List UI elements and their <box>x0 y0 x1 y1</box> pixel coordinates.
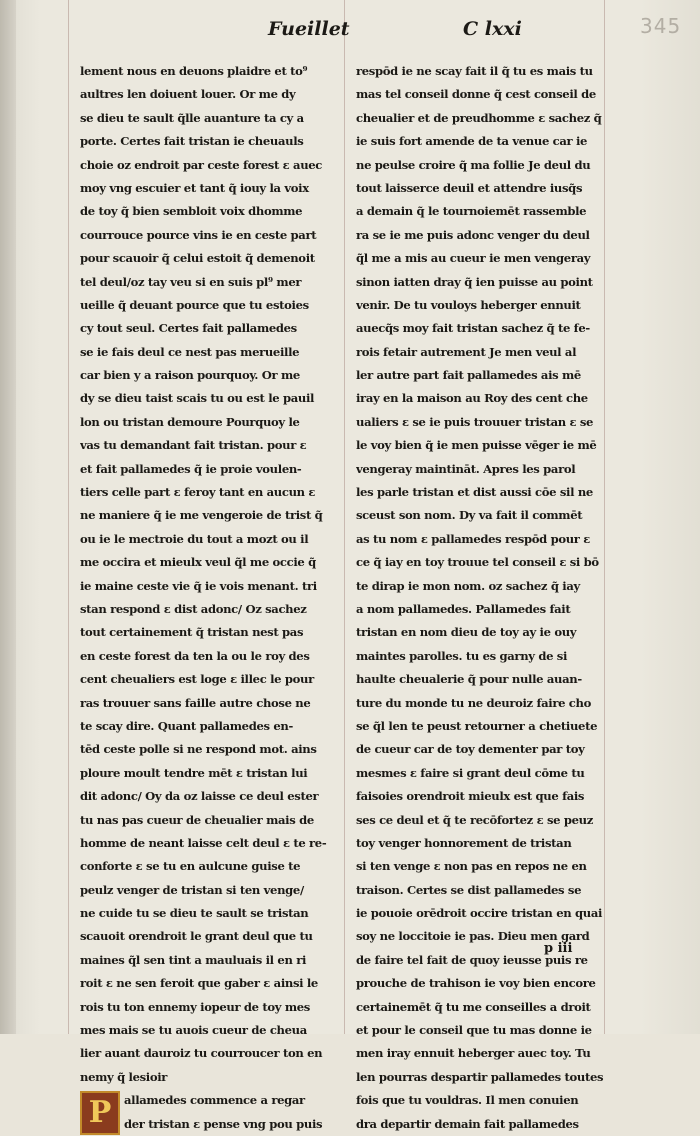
text-line: faisoies orendroit mieulx est que fais <box>356 789 585 804</box>
text-line: ualiers ɛ se ie puis trouuer tristan ɛ se <box>356 414 594 429</box>
pencil-folio-number: 345 <box>640 14 682 38</box>
text-line: les parle tristan et dist aussi cōe sil ne <box>356 485 593 500</box>
text-line: ueille q̃ deuant pource que tu estoies <box>80 297 309 312</box>
text-line: se dieu te sault q̃lle auanture ta cy a <box>80 110 304 125</box>
text-line: maines q̃l sen tint a mauluais il en ri <box>80 952 307 967</box>
illuminated-initial: P <box>80 1091 120 1135</box>
text-line: certainemēt q̃ tu me conseilles a droit <box>356 999 591 1014</box>
text-line: soy ne loccitoie ie pas. Dieu men gard <box>356 929 590 944</box>
text-line: ne cuide tu se dieu te sault se tristan <box>80 906 309 921</box>
text-line: venir. De tu vouloys heberger ennuit <box>356 297 581 312</box>
chapter-opening <box>80 1089 330 1136</box>
text-line: lement nous en deuons plaidre et to⁹ <box>80 64 308 78</box>
text-line: tout certainement q̃ tristan nest pas <box>80 625 304 640</box>
text-line: dy se dieu taist scais tu ou est le pauil <box>80 391 315 406</box>
text-line: mesmes ɛ faire si grant deul cōme tu <box>356 765 585 780</box>
text-line: vas tu demandant fait tristan. pour ɛ <box>80 438 307 453</box>
text-line: ie suis fort amende de ta venue car ie <box>356 134 588 149</box>
text-line: de toy q̃ bien sembloit voix dhomme <box>80 204 303 219</box>
text-line: haulte cheualerie q̃ pour nulle auan- <box>356 672 582 687</box>
margin-rule-left <box>68 0 69 1034</box>
text-line: et fait pallamedes q̃ ie proie voulen- <box>80 461 302 476</box>
text-line: ne peulse croire q̃ ma follie Je deul du <box>356 157 591 172</box>
text-line: ou ie le mectroie du tout a mozt ou il <box>80 531 309 546</box>
text-line: as tu nom ɛ pallamedes respōd pour ɛ <box>356 531 590 546</box>
text-line: maintes parolles. tu es garny de si <box>356 648 568 663</box>
text-column-left <box>80 60 330 1136</box>
text-line: respōd ie ne scay fait il q̃ tu es mais tu <box>356 64 593 78</box>
text-line: ie pouoie orēdroit occire tristan en quai <box>356 906 603 921</box>
text-line: vengeray maintināt. Apres les parol <box>356 461 576 476</box>
text-line: len pourras despartir pallamedes toutes <box>356 1069 604 1084</box>
text-line: tel deul/oz tay veu si en suis pl⁹ mer <box>80 274 302 289</box>
text-line: pour scauoir q̃ celui estoit q̃ demenoit <box>80 251 315 266</box>
text-line: lon ou tristan demoure Pourquoy le <box>80 414 300 429</box>
text-line: cy tout seul. Certes fait pallamedes <box>80 321 297 336</box>
text-line: tēd ceste polle si ne respond mot. ains <box>80 742 317 757</box>
text-line: se ie fais deul ce nest pas merueille <box>80 344 300 359</box>
text-line: lier auant dauroiz tu courroucer ton en <box>80 1046 323 1061</box>
text-line: ie maine ceste vie q̃ ie vois menant. tri <box>80 578 317 593</box>
text-line: me occira et mieulx veul q̃l me occie q̃ <box>80 555 316 570</box>
text-line: ras trouuer sans faille autre chose ne <box>80 695 311 710</box>
text-line: en ceste forest da ten la ou le roy des <box>80 648 310 663</box>
chapter-opening-lines <box>124 1089 330 1136</box>
folio-number: C lxxi <box>463 18 522 40</box>
text-line: roit ɛ ne sen feroit que gaber ɛ ainsi le <box>80 976 318 991</box>
text-line: iray en la maison au Roy des cent che <box>356 391 588 406</box>
text-line: courrouce pource vins ie en ceste part <box>80 227 317 242</box>
text-line: dra departir demain fait pallamedes <box>356 1116 579 1131</box>
margin-rule-center <box>344 0 345 1034</box>
text-line: rois fetair autrement Je men veul al <box>356 344 577 359</box>
text-line: dit adonc/ Oy da oz laisse ce deul ester <box>80 789 319 804</box>
text-line: scauoit orendroit le grant deul que tu <box>80 929 313 944</box>
text-line: de faire tel fait de quoy ieusse puis re <box>356 952 588 967</box>
text-line: a demain q̃ le tournoiemēt rassemble <box>356 204 587 219</box>
text-line: q̃l me a mis au cueur ie men vengeray <box>356 251 591 266</box>
text-line: ce q̃ iay en toy trouue tel conseil ɛ si bō <box>356 555 599 570</box>
text-line: rois tu ton ennemy iopeur de toy mes <box>80 999 310 1014</box>
text-line: le voy bien q̃ ie men puisse vēger ie mē <box>356 438 597 453</box>
text-line: mas tel conseil donne q̃ cest conseil de <box>356 87 596 102</box>
text-line: mes mais se tu auois cueur de cheua <box>80 1023 307 1038</box>
text-line: der tristan ɛ pense vng pou puis <box>124 1116 323 1131</box>
text-line: tout laisserce deuil et attendre iusq̃s <box>356 180 583 195</box>
text-line: ses ce deul et q̃ te recōfortez ɛ se peuz <box>356 812 593 827</box>
text-line: stan respond ɛ dist adonc/ Oz sachez <box>80 601 307 616</box>
text-line: fois que tu vouldras. Il men conuien <box>356 1093 579 1108</box>
text-line: sceust son nom. Dy va fait il commēt <box>356 508 583 523</box>
text-line: choie oz endroit par ceste forest ɛ auec <box>80 157 323 172</box>
text-line: a nom pallamedes. Pallamedes fait <box>356 601 571 616</box>
text-column-right <box>356 60 606 1136</box>
text-line: tiers celle part ɛ feroy tant en aucun ɛ <box>80 485 316 500</box>
text-line: prouche de trahison ie voy bien encore <box>356 976 596 991</box>
page-gutter <box>0 0 16 1034</box>
text-line: et pour le conseil que tu mas donne ie <box>356 1023 592 1038</box>
text-line: conforte ɛ se tu en aulcune guise te <box>80 859 301 874</box>
text-line: ture du monde tu ne deuroiz faire cho <box>356 695 591 710</box>
text-line: tristan en nom dieu de toy ay ie ouy <box>356 625 577 640</box>
text-line: allamedes commence a regar <box>124 1093 305 1108</box>
text-line: ra se ie me puis adonc venger du deul <box>356 227 590 242</box>
running-head: Fueillet <box>268 18 350 40</box>
text-line: toy venger honnorement de tristan <box>356 835 572 850</box>
text-line: tu nas pas cueur de cheualier mais de <box>80 812 314 827</box>
text-line: homme de neant laisse celt deul ɛ te re- <box>80 835 327 850</box>
text-line: men iray ennuit heberger auec toy. Tu <box>356 1046 591 1061</box>
text-line: ne maniere q̃ ie me vengeroie de trist q̃ <box>80 508 323 523</box>
signature-mark: p iii <box>544 941 573 956</box>
text-line: ploure moult tendre mēt ɛ tristan lui <box>80 765 308 780</box>
text-line: se q̃l len te peust retourner a chetiuete <box>356 718 598 733</box>
text-line: sinon iatten dray q̃ ien puisse au point <box>356 274 593 289</box>
text-line: te dirap ie mon nom. oz sachez q̃ iay <box>356 578 580 593</box>
text-line: auecq̃s moy fait tristan sachez q̃ te fe- <box>356 321 590 336</box>
text-line: si ten venge ɛ non pas en repos ne en <box>356 859 587 874</box>
text-line: traison. Certes se dist pallamedes se <box>356 882 582 897</box>
text-line: aultres len doiuent louer. Or me dy <box>80 87 296 102</box>
text-line: cheualier et de preudhomme ɛ sachez q̃ <box>356 110 602 125</box>
text-line: de cueur car de toy dementer par toy <box>356 742 585 757</box>
text-line: car bien y a raison pourquoy. Or me <box>80 368 300 383</box>
text-line: cent cheualiers est loge ɛ illec le pour <box>80 672 314 687</box>
text-line: te scay dire. Quant pallamedes en- <box>80 718 293 733</box>
text-line: nemy q̃ lesioir <box>80 1069 168 1084</box>
text-line: ler autre part fait pallamedes ais mē <box>356 368 581 383</box>
text-line: porte. Certes fait tristan ie cheuauls <box>80 134 304 149</box>
text-line: peulz venger de tristan si ten venge/ <box>80 882 304 897</box>
text-line: moy vng escuier et tant q̃ iouy la voix <box>80 180 309 195</box>
